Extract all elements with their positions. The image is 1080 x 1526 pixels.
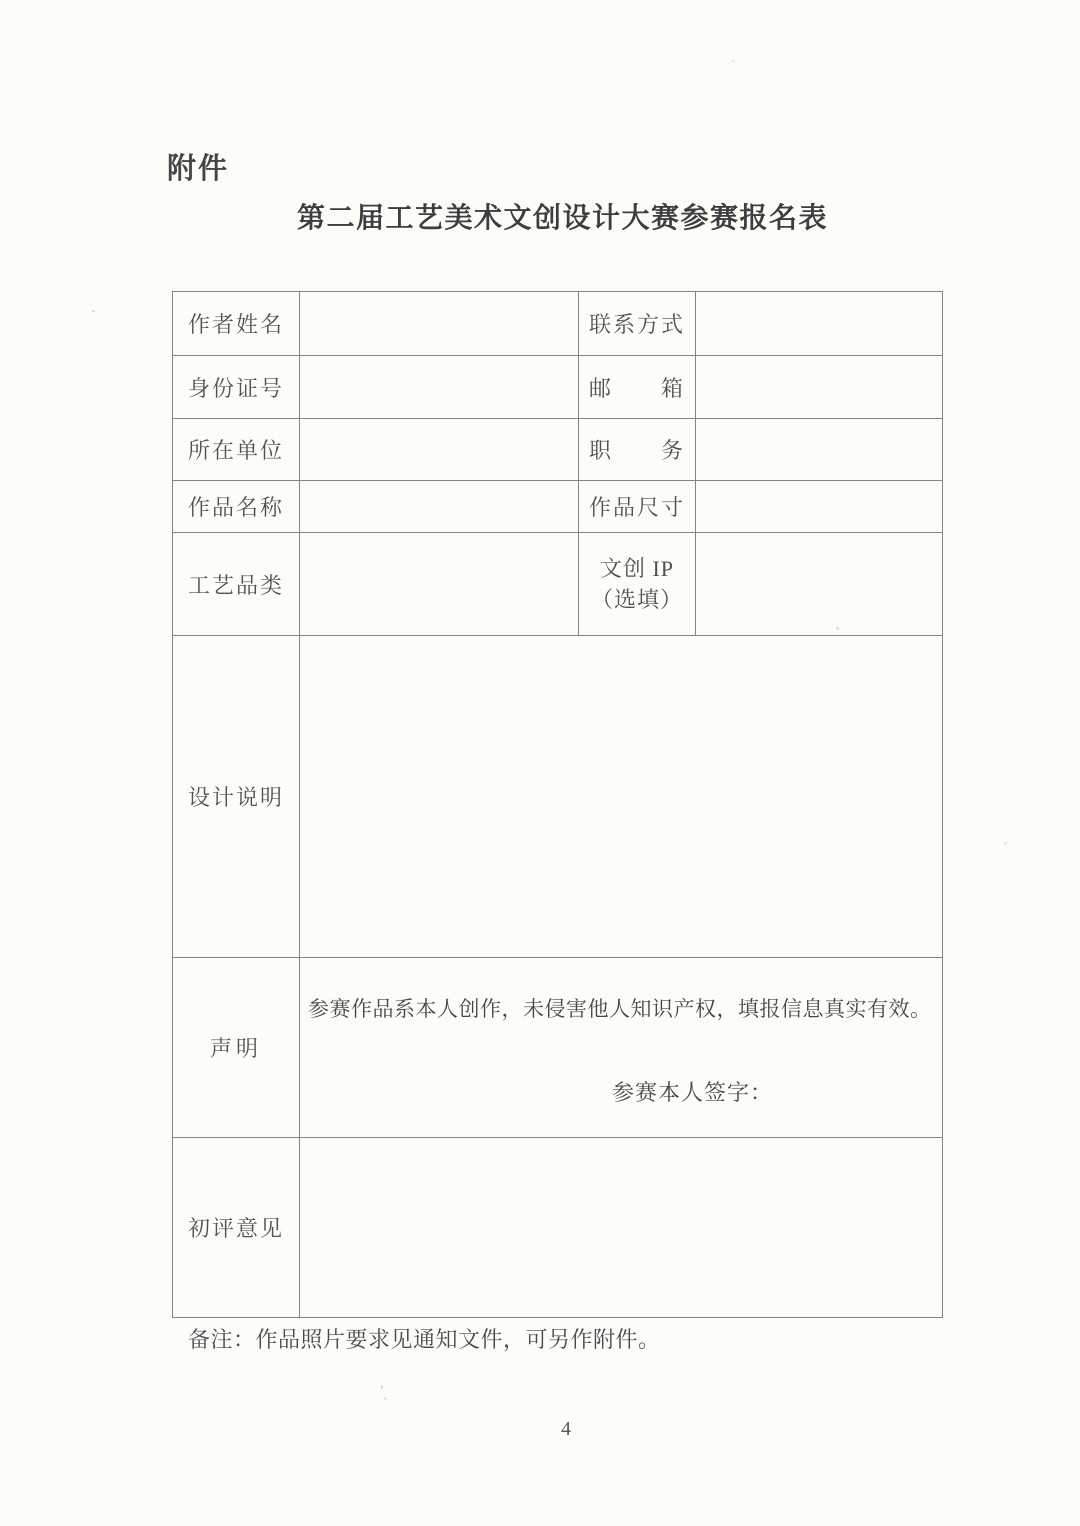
scan-artifact — [384, 1397, 387, 1400]
form-title: 第二届工艺美术文创设计大赛参赛报名表 — [297, 203, 829, 234]
registration-form-table — [172, 291, 943, 1318]
attachment-label: 附件 — [167, 153, 230, 185]
page-number: 4 — [561, 1418, 571, 1440]
craft-category-label: 工艺品类 — [173, 533, 300, 636]
table-row — [173, 292, 943, 356]
design-description-label: 设计说明 — [173, 636, 300, 958]
preliminary-review-label: 初评意见 — [173, 1138, 300, 1318]
position-field — [696, 419, 943, 481]
table-row — [173, 481, 943, 533]
table-row — [173, 958, 943, 1138]
design-description-field — [300, 636, 943, 958]
signature-label: 参赛本人签字： — [612, 1080, 774, 1105]
table-row — [173, 1138, 943, 1318]
work-size-label: 作品尺寸 — [579, 481, 696, 533]
craft-category-field — [300, 533, 579, 636]
position-label: 职 务 — [579, 419, 696, 481]
declaration-content — [300, 958, 943, 1138]
author-name-field — [300, 292, 579, 356]
id-number-field — [300, 356, 579, 419]
work-title-label: 作品名称 — [173, 481, 300, 533]
organization-label: 所在单位 — [173, 419, 300, 481]
table-row — [173, 636, 943, 958]
scan-artifact — [836, 627, 839, 630]
work-title-field — [300, 481, 579, 533]
declaration-statement: 参赛作品系本人创作，未侵害他人知识产权，填报信息真实有效。 — [308, 997, 932, 1021]
table-row — [173, 356, 943, 419]
cultural-ip-label — [579, 533, 696, 636]
declaration-label: 声明 — [173, 958, 300, 1138]
work-size-field — [696, 481, 943, 533]
id-number-label: 身份证号 — [173, 356, 300, 419]
table-row — [173, 419, 943, 481]
email-label: 邮 箱 — [579, 356, 696, 419]
contact-method-field — [696, 292, 943, 356]
table-row — [173, 533, 943, 636]
scan-artifact — [381, 1385, 383, 1389]
author-name-label: 作者姓名 — [173, 292, 300, 356]
scan-artifact — [92, 310, 95, 312]
email-field — [696, 356, 943, 419]
scan-artifact — [731, 60, 735, 62]
footnote: 备注：作品照片要求见通知文件，可另作附件。 — [188, 1327, 661, 1352]
contact-method-label: 联系方式 — [579, 292, 696, 356]
cultural-ip-label-line2: （选填） — [590, 587, 683, 612]
cultural-ip-field — [696, 533, 943, 636]
preliminary-review-field — [300, 1138, 943, 1318]
scan-artifact — [1004, 842, 1007, 845]
cultural-ip-label-line1: 文创 IP — [599, 556, 675, 581]
organization-field — [300, 419, 579, 481]
